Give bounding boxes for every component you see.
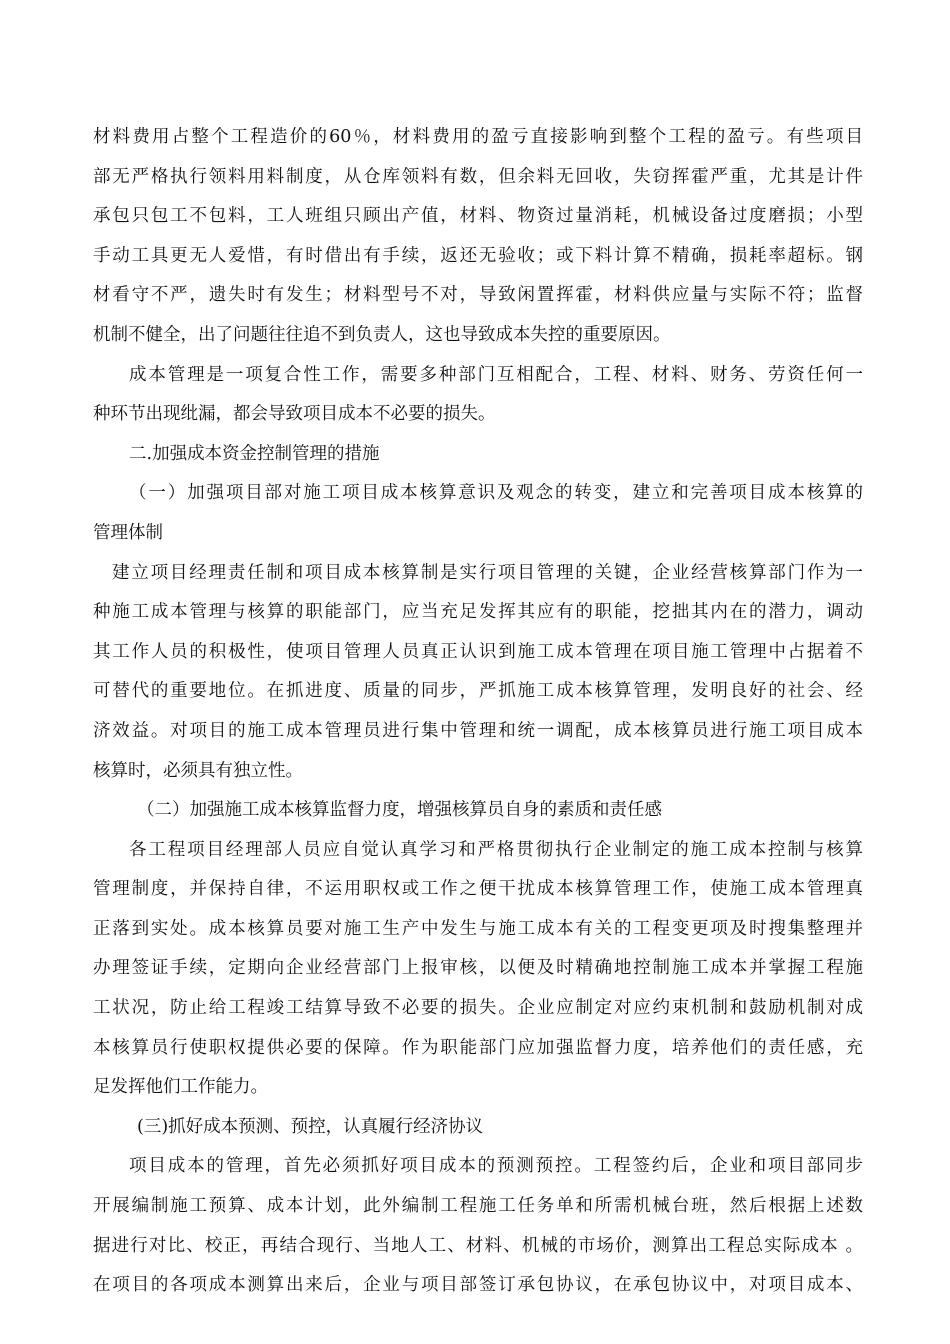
- text-line: 项目成本的管理，首先必须抓好项目成本的预测预控。工程签约后，企业和项目部同步: [129, 1156, 863, 1177]
- text-line: 开展编制施工预算、成本计划，此外编制工程施工任务单和所需机械台班，然后根据上述数: [93, 1196, 863, 1217]
- text-line: 建立项目经理责任制和项目成本核算制是实行项目管理的关键，企业经营核算部门作为一: [112, 562, 863, 583]
- text-line: 材料费用占整个工程造价的60％，材料费用的盈亏直接影响到整个工程的盈亏。有些项目: [93, 127, 863, 147]
- text-line: 成本管理是一项复合性工作，需要多种部门互相配合，工程、材料、财务、劳资任何一: [129, 364, 863, 385]
- text-line: 济效益。对项目的施工成本管理员进行集中管理和统一调配，成本核算员进行施工项目成本: [93, 720, 863, 741]
- text-line: 据进行对比、校正，再结合现行、当地人工、材料、机械的市场价，测算出工程总实际成本 。: [93, 1235, 863, 1256]
- text-line: 可替代的重要地位。在抓进度、质量的同步，严抓施工成本核算管理，发明良好的社会、经: [93, 681, 863, 702]
- text-line: 足发挥他们工作能力。: [93, 1077, 268, 1098]
- document-body: [93, 118, 863, 1306]
- text-line: 承包只包工不包料，工人班组只顾出产值，材料、物资过量消耗，机械设备过度磨损；小型: [93, 206, 863, 227]
- text-line: 在项目的各项成本测算出来后，企业与项目部签订承包协议，在承包协议中，对项目成本、: [93, 1275, 863, 1296]
- subsection-heading-cont: 管理体制: [93, 522, 163, 543]
- subsection-heading: (三)抓好成本预测、预控，认真履行经济协议: [137, 1116, 484, 1137]
- text-line: 管理制度，并保持自律，不运用职权或工作之便干扰成本核算管理工作，使施工成本管理真: [93, 879, 863, 900]
- text-line: 办理签证手续，定期向企业经营部门上报审核，以便及时精确地控制施工成本并掌握工程施: [93, 958, 863, 979]
- text-line: 各工程项目经理部人员应自觉认真学习和严格贯彻执行企业制定的施工成本控制与核算: [129, 839, 863, 860]
- text-line: 核算时，必须具有独立性。: [93, 760, 303, 781]
- text-line: 手动工具更无人爱惜，有时借出有手续，返还无验收；或下料计算不精确，损耗率超标。钢: [93, 245, 863, 266]
- text-line: 部无严格执行领料用料制度，从仓库领料有数，但余料无回收，失窃挥霍严重，尤其是计件: [93, 166, 863, 187]
- text-line: 种环节出现纰漏，都会导致项目成本不必要的损失。: [93, 404, 496, 425]
- text-line: 种施工成本管理与核算的职能部门，应当充足发挥其应有的职能，挖拙其内在的潜力，调动: [93, 602, 863, 623]
- section-heading: 二.加强成本资金控制管理的措施: [129, 443, 380, 464]
- text-line: 其工作人员的积极性，使项目管理人员真正认识到施工成本管理在项目施工管理中占据着不: [93, 641, 863, 662]
- text-line: 工状况，防止给工程竣工结算导致不必要的损失。企业应制定对应约束机制和鼓励机制对成: [93, 998, 863, 1019]
- text-line: 本核算员行使职权提供必要的保障。作为职能部门应加强监督力度，培养他们的责任感，充: [93, 1037, 863, 1058]
- text-line: 机制不健全，出了问题往往追不到负责人，这也导致成本失控的重要原因。: [93, 324, 671, 345]
- text-line: 正落到实处。成本核算员要对施工生产中发生与施工成本有关的工程变更项及时搜集整理并: [93, 918, 863, 939]
- text-line: 材看守不严，遗失时有发生；材料型号不对，导致闲置挥霍，材料供应量与实际不符；监督: [93, 285, 863, 306]
- subsection-heading: （二）加强施工成本核算监督力度，增强核算员自身的素质和责任感: [137, 800, 662, 821]
- subsection-heading: （一）加强项目部对施工项目成本核算意识及观念的转变，建立和完善项目成本核算的: [129, 483, 863, 504]
